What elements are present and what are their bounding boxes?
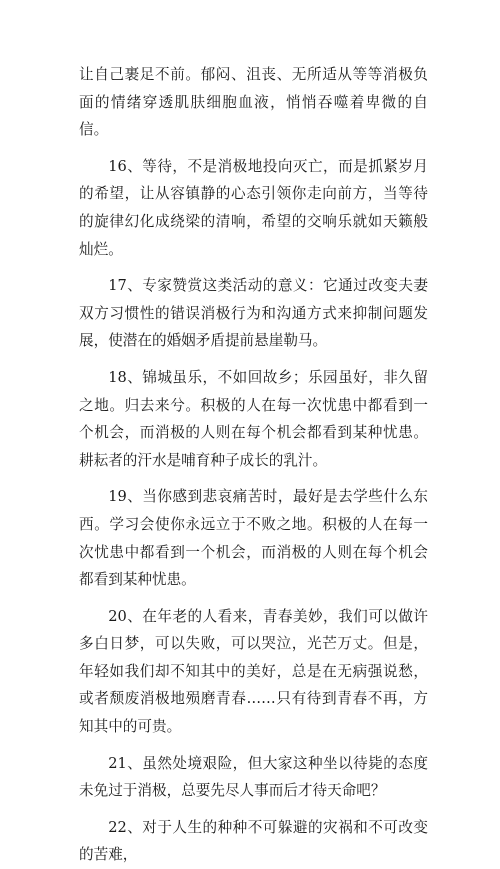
paragraph-17: 17、专家赞赏这类活动的意义：它通过改变夫妻双方习惯性的错误消极行为和沟通方式来抑制问题发展，使潜在的婚姻矛盾提前悬崖勒马。 bbox=[79, 277, 428, 350]
paragraph-22: 22、对于人生的种种不可躲避的灾祸和不可改变的苦难， bbox=[79, 818, 428, 864]
paragraph-20: 20、在年老的人看来，青春美妙，我们可以做许多白日梦，可以失败，可以哭泣，光芒万丈。但是，年轻如我们却不知其中的美好，总是在无病强说愁，或者颓废消极地殒磨青春……只有待到青春不再，方知其中的可贵。 bbox=[79, 607, 428, 736]
paragraph-21: 21、虽然处境艰险，但大家这种坐以待毙的态度未免过于消极，总要先尽人事而后才待天命吧？ bbox=[79, 754, 428, 800]
paragraph-16: 16、等待，不是消极地投向灭亡，而是抓紧岁月的希望，让从容镇静的心态引领你走向前方，当等待的旋律幻化成绕梁的清响，希望的交响乐就如天籁般灿烂。 bbox=[79, 157, 428, 258]
paragraph-18: 18、锦城虽乐，不如回故乡；乐园虽好，非久留之地。归去来兮。积极的人在每一次忧患中都看到一个机会，而消极的人则在每个机会都看到某种忧患。耕耘者的汗水是哺育种子成长的乳汁。 bbox=[79, 368, 428, 469]
paragraph-19: 19、当你感到悲哀痛苦时，最好是去学些什么东西。学习会使你永远立于不败之地。积极的人在每一次忧患中都看到一个机会，而消极的人则在每个机会都看到某种忧患。 bbox=[79, 488, 428, 589]
paragraph-continuation: 让自己裹足不前。郁闷、沮丧、无所适从等等消极负面的情绪穿透肌肤细胞血液，悄悄吞噬着卑微的自信。 bbox=[79, 66, 428, 139]
